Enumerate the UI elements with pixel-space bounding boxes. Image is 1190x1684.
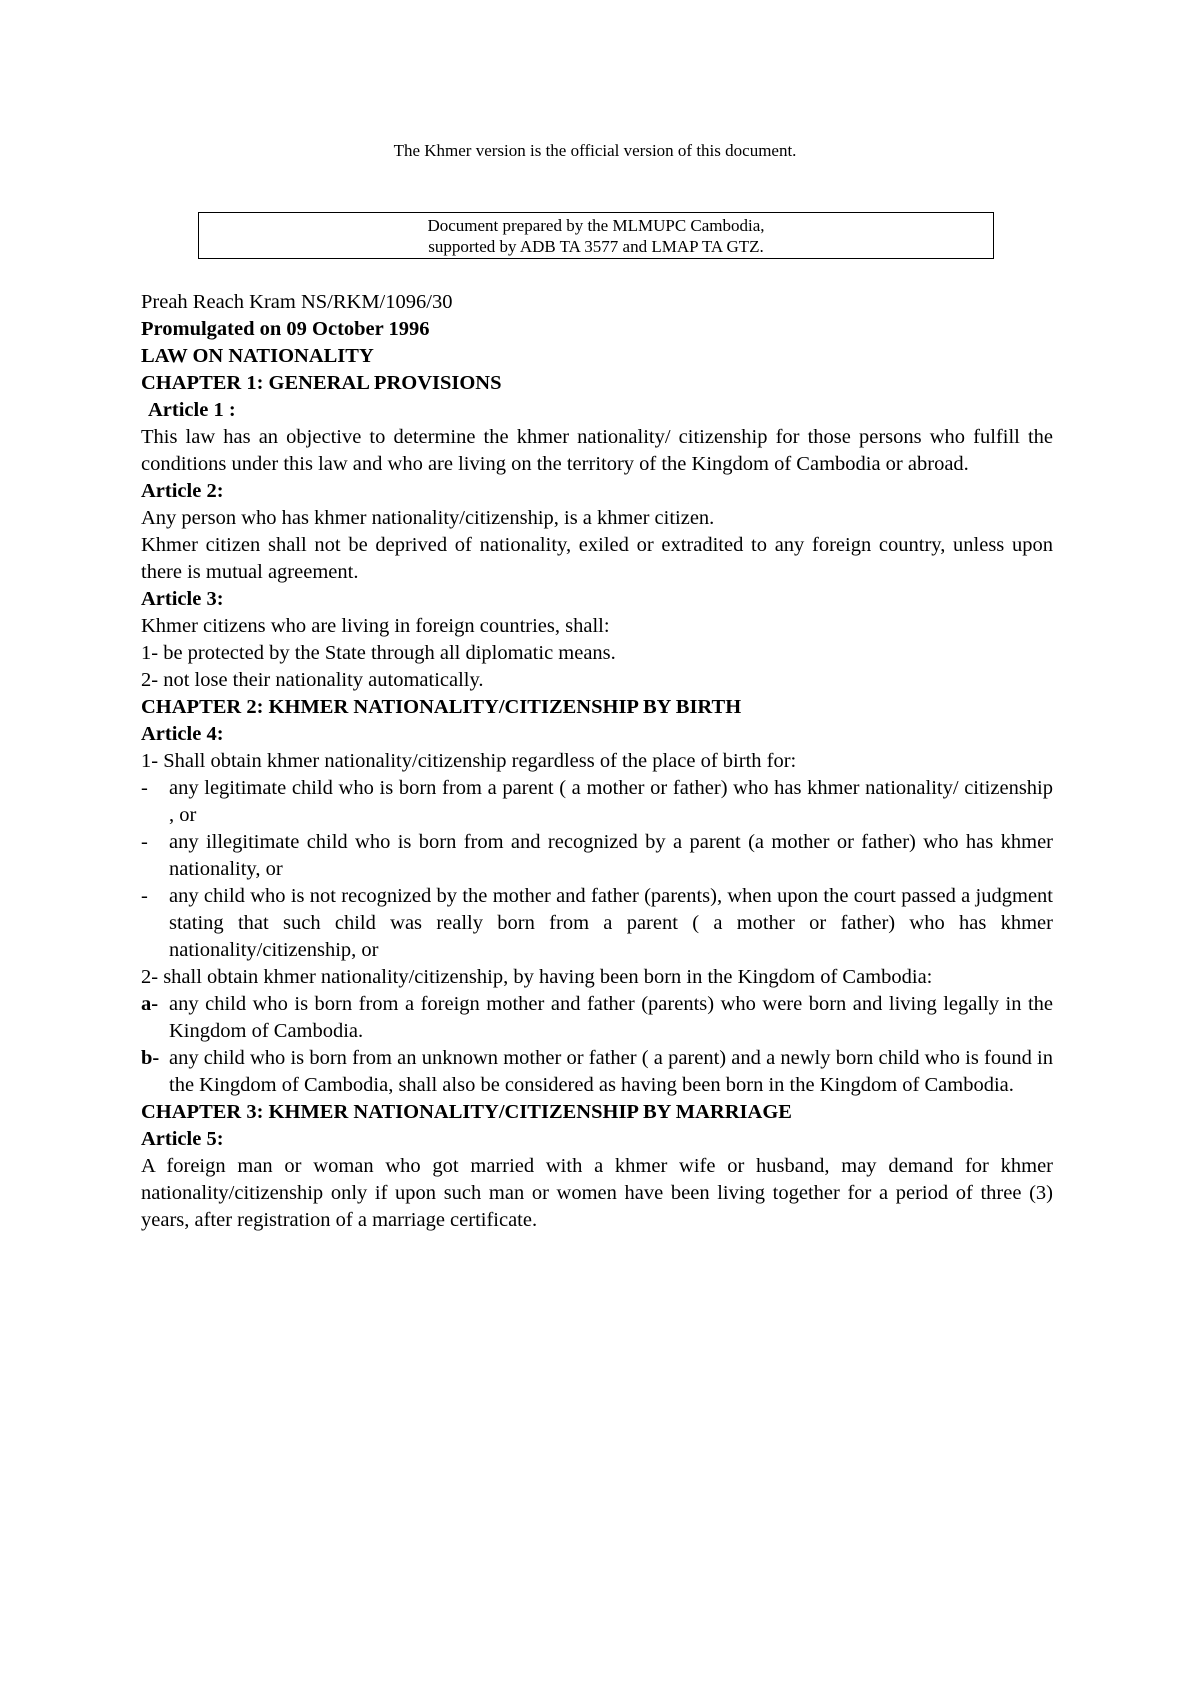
chapter-1-heading: CHAPTER 1: GENERAL PROVISIONS (141, 372, 502, 394)
article-2-paragraph-1: Any person who has khmer nationality/citizenship, is a khmer citizen. (141, 507, 715, 529)
dash-marker: - (141, 777, 148, 799)
item-a-marker: a- (141, 993, 159, 1015)
article-2-paragraph-2: Khmer citizen shall not be deprived of nationality, exiled or extradited to any foreign country, unless upon there is mutual agreement. (141, 534, 1053, 583)
article-5-text: A foreign man or woman who got married with a khmer wife or husband, may demand for khmer nationality/citizenship only if upon such man or women have been living together for a period of three (3) years, after registration of a marriage certificate. (141, 1155, 1053, 1231)
document-body (141, 289, 1053, 1234)
dash-item-text: any illegitimate child who is born from and recognized by a parent (a mother or father) who has khmer nationality, or (169, 831, 1053, 880)
article-5-heading: Article 5: (141, 1128, 224, 1150)
item-a-text: any child who is born from a foreign mother and father (parents) who were born and living legally in the Kingdom of Cambodia. (169, 993, 1053, 1042)
law-title: LAW ON NATIONALITY (141, 345, 374, 367)
article-4-heading: Article 4: (141, 723, 224, 745)
dash-item-text: any legitimate child who is born from a parent ( a mother or father) who has khmer nationality/ citizenship , or (169, 777, 1053, 826)
article-3-heading: Article 3: (141, 588, 224, 610)
official-version-note: The Khmer version is the official version of this document. (393, 141, 797, 160)
preparation-line-1: Document prepared by the MLMUPC Cambodia, (427, 216, 765, 235)
article-4-dash-item-1 (141, 775, 1053, 829)
article-3-item-2: 2- not lose their nationality automatically. (141, 669, 484, 691)
dash-marker: - (141, 885, 148, 907)
dash-marker: - (141, 831, 148, 853)
item-b-marker: b- (141, 1047, 160, 1069)
article-4-dash-item-2 (141, 829, 1053, 883)
article-4-item-b (141, 1045, 1053, 1099)
chapter-2-heading: CHAPTER 2: KHMER NATIONALITY/CITIZENSHIP BY BIRTH (141, 696, 742, 718)
preparation-notice-box (198, 212, 994, 259)
article-3-item-1: 1- be protected by the State through all diplomatic means. (141, 642, 616, 664)
article-4-section-1: 1- Shall obtain khmer nationality/citizenship regardless of the place of birth for: (141, 750, 797, 772)
article-4-section-2: 2- shall obtain khmer nationality/citizenship, by having been born in the Kingdom of Cambodia: (141, 966, 933, 988)
decree-reference: Preah Reach Kram NS/RKM/1096/30 (141, 291, 453, 313)
article-3-intro: Khmer citizens who are living in foreign countries, shall: (141, 615, 610, 637)
article-1-text: This law has an objective to determine the khmer nationality/ citizenship for those persons who fulfill the conditions under this law and who are living on the territory of the Kingdom of Cambodia or abroad. (141, 426, 1053, 475)
article-1-heading: Article 1 : (148, 399, 236, 421)
chapter-3-heading: CHAPTER 3: KHMER NATIONALITY/CITIZENSHIP BY MARRIAGE (141, 1101, 792, 1123)
article-2-heading: Article 2: (141, 480, 224, 502)
preparation-line-2: supported by ADB TA 3577 and LMAP TA GTZ. (428, 237, 764, 256)
article-4-item-a (141, 991, 1053, 1045)
article-4-dash-item-3 (141, 883, 1053, 964)
dash-item-text: any child who is not recognized by the mother and father (parents), when upon the court passed a judgment stating that such child was really born from a parent ( a mother or father) who has khmer nationality/citizenship, or (169, 885, 1053, 961)
item-b-text: any child who is born from an unknown mother or father ( a parent) and a newly born child who is found in the Kingdom of Cambodia, shall also be considered as having been born in the Kingdom of Cambodia. (169, 1047, 1053, 1096)
promulgation-date: Promulgated on 09 October 1996 (141, 318, 430, 340)
